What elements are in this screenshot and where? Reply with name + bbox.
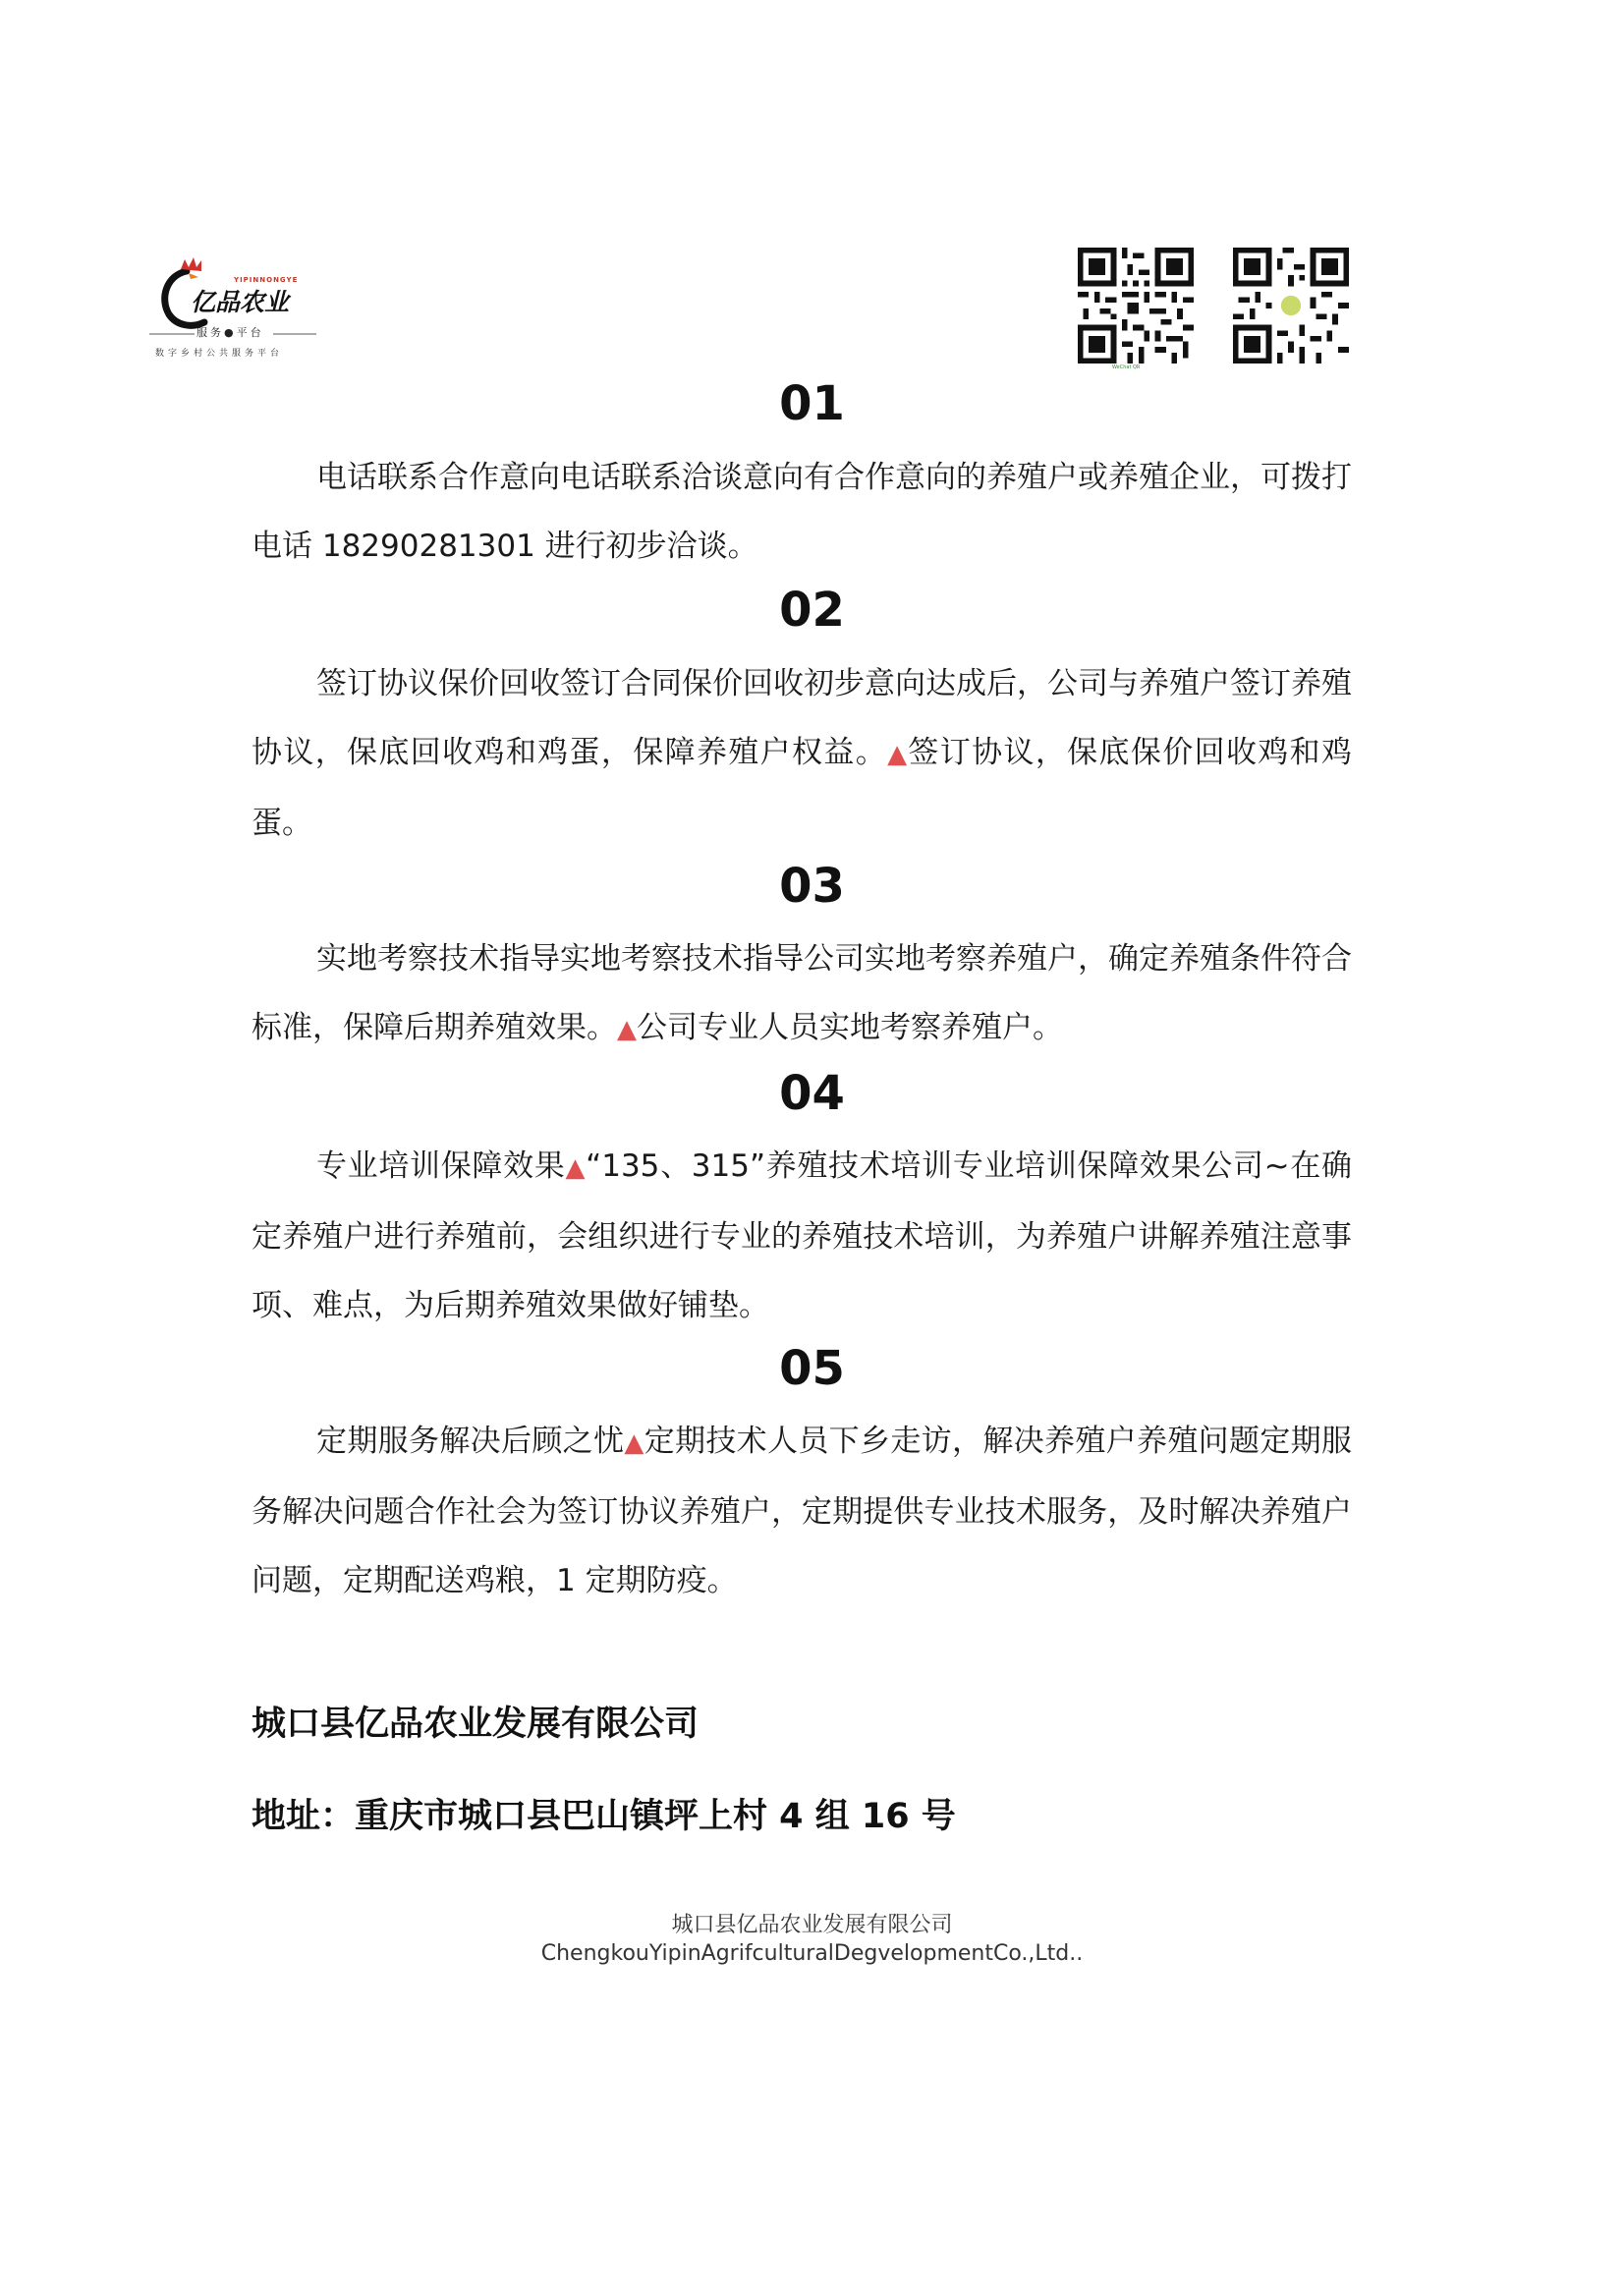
section-text: 公司专业人员实地考察养殖户。 xyxy=(637,1010,1063,1045)
section-text: 电话联系合作意向电话联系洽谈意向有合作意向的养殖户或养殖企业，可拨打电话 18290281301 进行初步洽谈。 xyxy=(252,460,1352,564)
section-number: 05 xyxy=(779,1341,845,1396)
section-number: 04 xyxy=(779,1066,845,1121)
section-number: 03 xyxy=(779,859,845,914)
company-address: 地址：重庆市城口县巴山镇坪上村 4 组 16 号 xyxy=(252,1797,956,1836)
section-paragraph xyxy=(252,443,1352,581)
company-logo xyxy=(147,253,319,362)
triangle-marker-icon: ▲ xyxy=(624,1428,644,1458)
footer-company-cn: 城口县亿品农业发展有限公司 xyxy=(671,1913,953,1937)
logo-slogan: 数字乡村公共服务平台 xyxy=(155,349,284,359)
section-number: 01 xyxy=(779,376,845,431)
section-paragraph xyxy=(252,924,1352,1064)
logo-brand-en: YIPINNONGYE xyxy=(234,276,299,284)
section-paragraph xyxy=(252,649,1352,858)
section-paragraph xyxy=(252,1407,1352,1615)
section-text: 专业培训保障效果 xyxy=(316,1148,566,1184)
triangle-marker-icon: ▲ xyxy=(565,1153,587,1183)
logo-service-text: 服务●平台 xyxy=(196,326,264,339)
qr-code-icon xyxy=(1231,248,1351,364)
qr-caption: WeChat QR xyxy=(1112,364,1141,370)
section-paragraph xyxy=(252,1132,1352,1340)
section-text: 实地考察技术指导实地考察技术指导公司实地考察养殖户，确定养殖条件符合标准，保障后期养殖效果。 xyxy=(252,941,1352,1045)
section-text: 定期服务解决后顾之忧 xyxy=(316,1424,625,1459)
section-text: 签订协议，保底保价回收鸡和鸡蛋。 xyxy=(252,735,1353,841)
section-text: “135、315”养殖技术培训专业培训保障效果公司~在确定养殖户进行养殖前，会组织进行专业的养殖技术培训，为养殖户讲解养殖注意事项、难点，为后期养殖效果做好铺垫。 xyxy=(252,1148,1352,1323)
triangle-marker-icon: ▲ xyxy=(617,1015,637,1044)
company-name: 城口县亿品农业发展有限公司 xyxy=(252,1705,700,1744)
triangle-marker-icon: ▲ xyxy=(887,740,909,769)
section-number: 02 xyxy=(779,583,845,638)
section-text: 定期技术人员下乡走访，解决养殖户养殖问题定期服务解决问题合作社会为签订协议养殖户，定期提供专业技术服务，及时解决养殖户问题，定期配送鸡粮，1 定期防疫。 xyxy=(252,1424,1353,1598)
qr-code-icon xyxy=(1076,248,1196,364)
section-text: 签订协议保价回收签订合同保价回收初步意向达成后，公司与养殖户签订养殖协议，保底回收鸡和鸡蛋，保障养殖户权益。 xyxy=(252,666,1352,770)
footer-company-en: ChengkouYipinAgrifculturalDegvelopmentCo.,Ltd.. xyxy=(540,1941,1084,1966)
logo-brand-name: 亿品农业 xyxy=(191,288,290,316)
